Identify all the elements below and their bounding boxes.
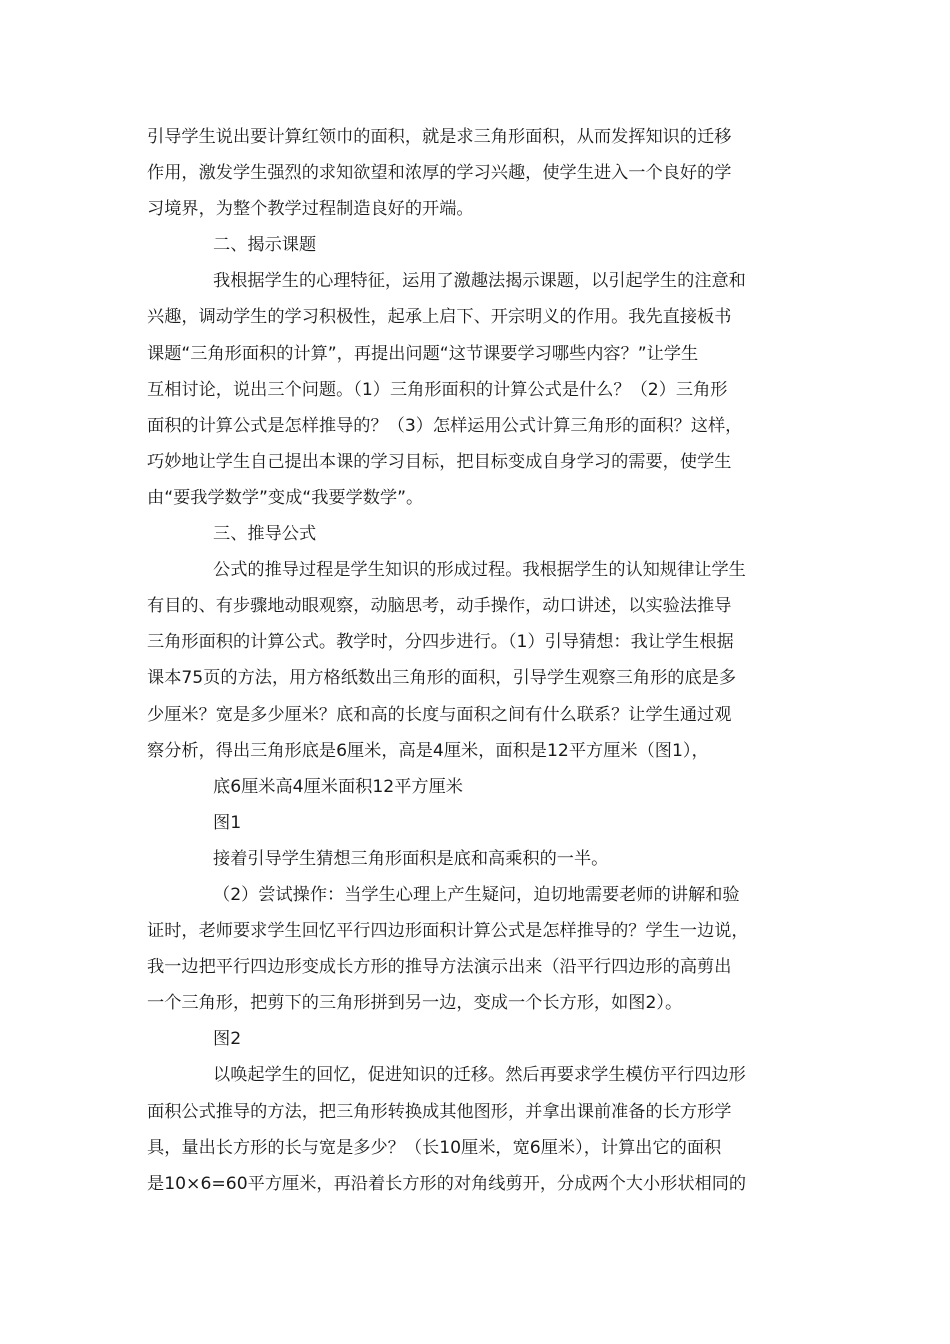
text-line: 少厘米？宽是多少厘米？底和高的长度与面积之间有什么联系？让学生通过观 [147, 704, 732, 725]
text-line: 面积公式推导的方法，把三角形转换成其他图形，并拿出课前准备的长方形学 [147, 1101, 732, 1122]
text-line: 接着引导学生猜想三角形面积是底和高乘积的一半。 [213, 848, 609, 869]
text-line: 有目的、有步骤地动眼观察，动脑思考，动手操作，动口讲述，以实验法推导 [147, 596, 732, 617]
text-line: 习境界，为整个教学过程制造良好的开端。 [147, 199, 474, 220]
text-line: 公式的推导过程是学生知识的形成过程。我根据学生的认知规律让学生 [213, 560, 746, 581]
text-line: 以唤起学生的回忆，促进知识的迁移。然后再要求学生模仿平行四边形 [213, 1065, 746, 1086]
text-line: （2）尝试操作：当学生心理上产生疑问，迫切地需要老师的讲解和验 [213, 884, 740, 905]
text-line: 图1 [213, 812, 242, 833]
text-line: 互相讨论，说出三个问题。（1）三角形面积的计算公式是什么？（2）三角形 [147, 379, 728, 400]
text-line: 巧妙地让学生自己提出本课的学习目标，把目标变成自身学习的需要，使学生 [147, 451, 732, 472]
text-line: 引导学生说出要计算红领巾的面积，就是求三角形面积，从而发挥知识的迁移 [147, 127, 732, 147]
text-line: 三、推导公式 [213, 524, 317, 545]
text-line: 察分析，得出三角形底是6厘米，高是4厘米，面积是12平方厘米（图1）， [147, 740, 709, 761]
text-line: 具，量出长方形的长与宽是多少？（长10厘米，宽6厘米），计算出它的面积 [147, 1137, 722, 1158]
text-line: 课本75页的方法，用方格纸数出三角形的面积，引导学生观察三角形的底是多 [147, 668, 737, 689]
text-line: 由“要我学数学”变成“我要学数学”。 [147, 487, 424, 508]
document-body [147, 119, 807, 1202]
text-line: 二、揭示课题 [213, 235, 317, 256]
text-line: 一个三角形，把剪下的三角形拼到另一边，变成一个长方形，如图2）。 [147, 993, 683, 1014]
text-line: 是10×6=60平方厘米，再沿着长方形的对角线剪开，分成两个大小形状相同的 [147, 1173, 747, 1194]
text-line: 底6厘米高4厘米面积12平方厘米 [213, 776, 463, 797]
text-line: 我根据学生的心理特征，运用了激趣法揭示课题，以引起学生的注意和 [213, 271, 746, 292]
text-line: 图2 [213, 1029, 242, 1050]
text-line: 三角形面积的计算公式。教学时，分四步进行。（1）引导猜想：我让学生根据 [147, 632, 734, 653]
text-line: 证时，老师要求学生回忆平行四边形面积计算公式是怎样推导的？学生一边说， [147, 921, 749, 942]
text-line: 我一边把平行四边形变成长方形的推导方法演示出来（沿平行四边形的高剪出 [147, 957, 732, 978]
text-line: 课题“三角形面积的计算”，再提出问题“这节课要学习哪些内容？”让学生 [147, 343, 699, 364]
text-line: 兴趣，调动学生的学习积极性，起承上启下、开宗明义的作用。我先直接板书 [147, 307, 732, 328]
text-line: 作用，激发学生强烈的求知欲望和浓厚的学习兴趣，使学生进入一个良好的学 [147, 163, 732, 184]
text-line: 面积的计算公式是怎样推导的？（3）怎样运用公式计算三角形的面积？这样， [147, 415, 743, 436]
